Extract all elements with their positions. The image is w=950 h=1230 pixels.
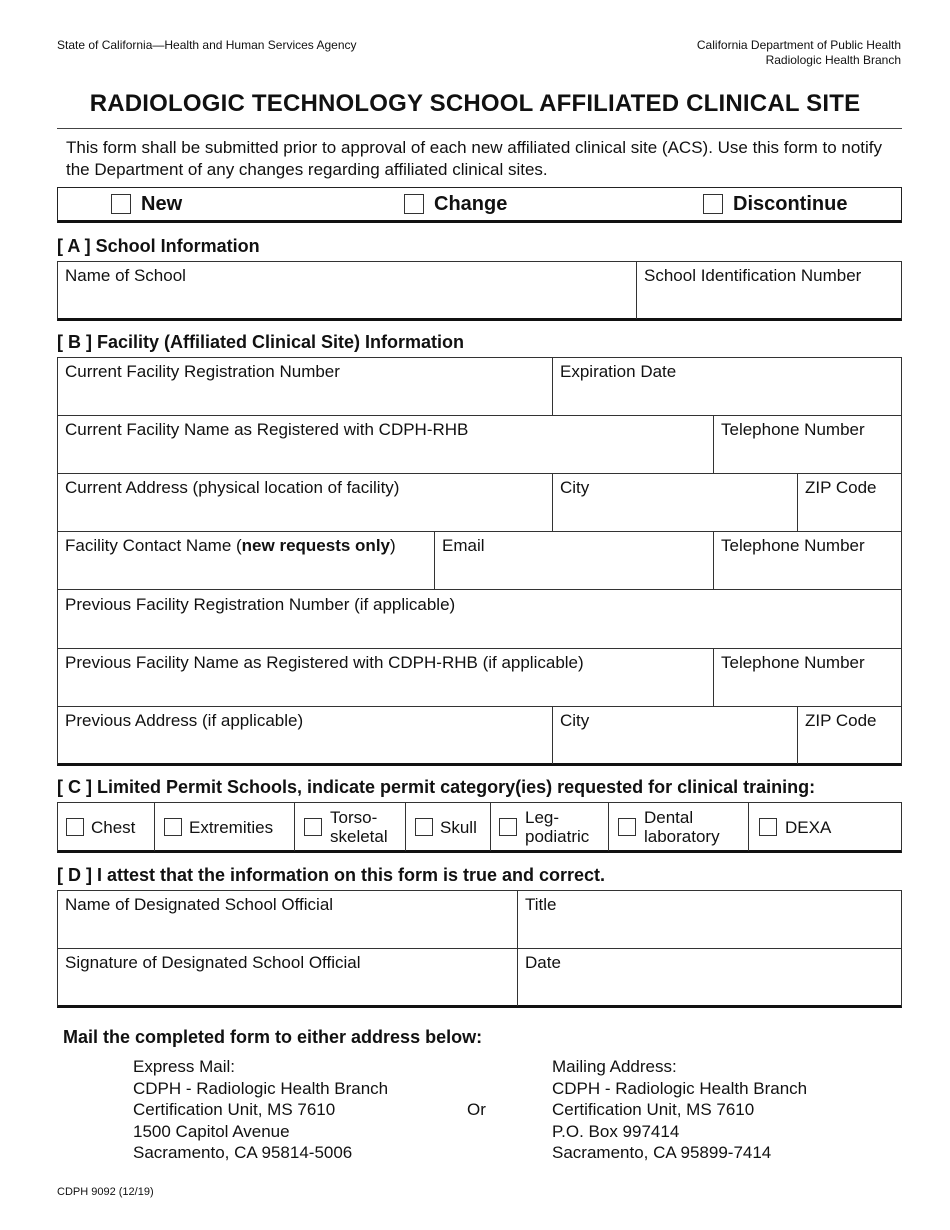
mailing-address <box>552 1056 807 1164</box>
department-name <box>697 38 901 68</box>
prev-address-label: Previous Address (if applicable) <box>65 711 304 730</box>
expiration-date-label: Expiration Date <box>560 362 677 381</box>
school-info-table <box>57 261 902 321</box>
label-line: podiatric <box>525 827 590 846</box>
address-line: P.O. Box 997414 <box>552 1121 680 1141</box>
checkbox-chest[interactable] <box>66 818 84 836</box>
request-type-box <box>57 187 902 223</box>
row-divider <box>58 589 901 590</box>
address-line: 1500 Capitol Avenue <box>133 1121 290 1141</box>
prev-city-label: City <box>560 711 590 730</box>
department-line: California Department of Public Health <box>696 38 901 52</box>
checkbox-change[interactable] <box>404 194 424 214</box>
checkbox-new[interactable] <box>111 194 131 214</box>
contact-name-field[interactable] <box>58 532 434 589</box>
prev-facility-name-field[interactable] <box>58 649 713 706</box>
current-facility-name-label: Current Facility Name as Registered with CDPH-RHB <box>65 420 469 439</box>
contact-name-label-prefix: Facility Contact Name ( <box>65 536 242 555</box>
date-field[interactable] <box>518 949 901 1006</box>
official-title-field[interactable] <box>518 891 901 948</box>
official-name-field[interactable] <box>58 891 517 948</box>
school-name-field[interactable] <box>58 262 636 319</box>
current-facility-name-field[interactable] <box>58 416 713 473</box>
permit-category-table <box>57 802 902 853</box>
address-line: Sacramento, CA 95814-5006 <box>133 1143 353 1162</box>
contact-name-label-bold: new requests only <box>241 536 390 555</box>
col-divider <box>294 803 295 851</box>
city-label: City <box>560 478 590 497</box>
section-a-heading: [ A ] School Information <box>57 236 260 256</box>
col-divider <box>748 803 749 851</box>
telephone-label: Telephone Number <box>721 420 865 439</box>
label-line: skeletal <box>330 827 388 846</box>
branch-line: Radiologic Health Branch <box>765 53 901 67</box>
or-separator: Or <box>467 1100 486 1119</box>
checkbox-dental-laboratory[interactable] <box>618 818 636 836</box>
label-dental-laboratory <box>644 808 720 846</box>
col-divider <box>405 803 406 851</box>
prev-address-field[interactable] <box>58 707 552 764</box>
email-label: Email <box>442 536 485 555</box>
title-divider <box>57 128 902 129</box>
form-title: RADIOLOGIC TECHNOLOGY SCHOOL AFFILIATED CLINICAL SITE <box>89 90 861 117</box>
contact-telephone-label: Telephone Number <box>721 536 865 555</box>
prev-city-field[interactable] <box>553 707 797 764</box>
prev-reg-number-field[interactable] <box>58 591 901 648</box>
current-reg-number-field[interactable] <box>58 358 552 415</box>
label-extremities: Extremities <box>189 818 274 837</box>
prev-telephone-label: Telephone Number <box>721 653 865 672</box>
label-discontinue: Discontinue <box>733 193 848 215</box>
facility-info-table <box>57 357 902 766</box>
checkbox-skull[interactable] <box>415 818 433 836</box>
current-reg-number-label: Current Facility Registration Number <box>65 362 340 381</box>
city-field[interactable] <box>553 474 797 531</box>
email-field[interactable] <box>435 532 713 589</box>
school-id-label: School Identification Number <box>644 266 862 285</box>
section-d-heading: [ D ] I attest that the information on this form is true and correct. <box>57 865 606 885</box>
address-line: CDPH - Radiologic Health Branch <box>552 1078 808 1098</box>
school-id-field[interactable] <box>637 262 902 319</box>
label-change: Change <box>434 193 508 215</box>
col-divider <box>490 803 491 851</box>
address-line: Sacramento, CA 95899-7414 <box>552 1143 772 1162</box>
checkbox-extremities[interactable] <box>164 818 182 836</box>
agency-name: State of California—Health and Human Services Agency <box>57 38 357 52</box>
address-line: Mailing Address: <box>552 1057 677 1076</box>
label-chest: Chest <box>91 818 136 837</box>
label-new: New <box>141 193 183 215</box>
checkbox-leg-podiatric[interactable] <box>499 818 517 836</box>
address-line: Certification Unit, MS 7610 <box>133 1100 336 1119</box>
official-name-label: Name of Designated School Official <box>65 895 334 914</box>
prev-reg-number-label: Previous Facility Registration Number (if applicable) <box>65 595 456 614</box>
prev-telephone-field[interactable] <box>714 649 901 706</box>
prev-facility-name-label: Previous Facility Name as Registered with CDPH-RHB (if applicable) <box>65 653 584 672</box>
date-label: Date <box>525 953 561 972</box>
section-b-heading: [ B ] Facility (Affiliated Clinical Site) Information <box>57 332 465 352</box>
address-line: Certification Unit, MS 7610 <box>552 1100 755 1119</box>
label-dexa: DEXA <box>785 818 832 837</box>
checkbox-discontinue[interactable] <box>703 194 723 214</box>
section-c-heading: [ C ] Limited Permit Schools, indicate permit category(ies) requested for clinical training: <box>57 777 816 797</box>
label-line: Dental <box>644 808 694 827</box>
zip-field[interactable] <box>798 474 901 531</box>
address-line: Express Mail: <box>133 1057 236 1076</box>
label-skull: Skull <box>440 818 477 837</box>
label-line: Torso- <box>330 808 378 827</box>
contact-name-label-suffix: ) <box>390 536 396 555</box>
label-line: laboratory <box>644 827 720 846</box>
school-name-label: Name of School <box>65 266 186 285</box>
attestation-table <box>57 890 902 1008</box>
form-id: CDPH 9092 (12/19) <box>57 1186 154 1198</box>
prev-zip-label: ZIP Code <box>805 711 877 730</box>
signature-field[interactable] <box>58 949 517 1006</box>
address-line: CDPH - Radiologic Health Branch <box>133 1078 389 1098</box>
label-line: Leg- <box>525 808 560 827</box>
telephone-field[interactable] <box>714 416 901 473</box>
official-title-label: Title <box>525 895 557 914</box>
zip-label: ZIP Code <box>805 478 877 497</box>
expiration-date-field[interactable] <box>553 358 901 415</box>
signature-label: Signature of Designated School Official <box>65 953 361 972</box>
express-mail-address <box>133 1056 388 1164</box>
col-divider <box>608 803 609 851</box>
checkbox-torso-skeletal[interactable] <box>304 818 322 836</box>
current-address-field[interactable] <box>58 474 552 531</box>
contact-telephone-field[interactable] <box>714 532 901 589</box>
intro-text: This form shall be submitted prior to approval of each new affiliated clinical site (ACS). Use this form to notify the Department of any changes regarding affiliated clinical sites. <box>66 138 883 179</box>
mail-heading: Mail the completed form to either address below: <box>63 1027 483 1047</box>
label-torso-skeletal <box>330 808 388 846</box>
col-divider <box>154 803 155 851</box>
prev-zip-field[interactable] <box>798 707 901 764</box>
current-address-label: Current Address (physical location of facility) <box>65 478 400 497</box>
checkbox-dexa[interactable] <box>759 818 777 836</box>
label-leg-podiatric <box>525 808 589 846</box>
